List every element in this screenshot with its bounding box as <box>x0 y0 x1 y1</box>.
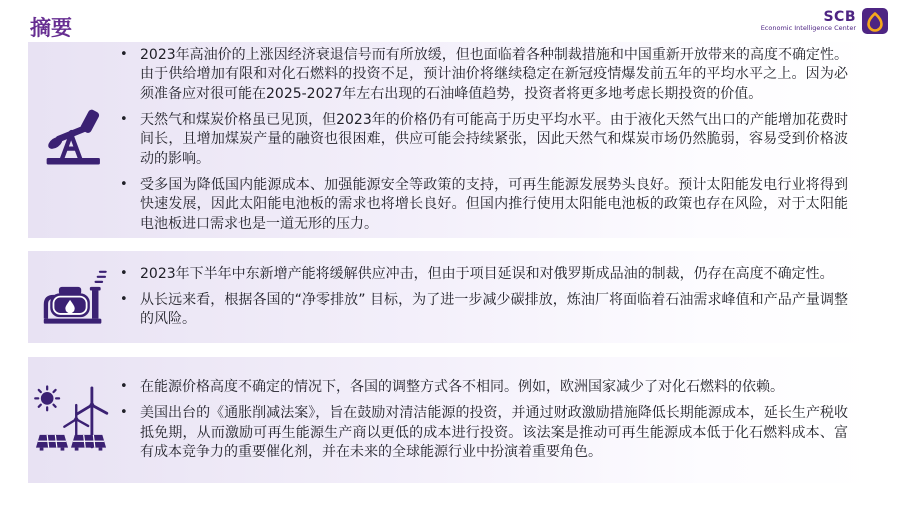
list-item <box>120 378 848 397</box>
section-oil-prices <box>28 42 876 238</box>
list-item <box>120 176 848 234</box>
page-title: 摘要 <box>30 16 72 40</box>
list-item <box>120 404 848 462</box>
logo-text <box>761 10 856 32</box>
list-item <box>120 46 848 104</box>
section-oil-prices-text <box>120 42 876 238</box>
bullet-text: • 美国出台的《通胀削减法案》，旨在鼓励对清洁能源的投资，并通过财政激励措施降低长期能源成本，延长生产税收抵免期，从而激励可再生能源生产商以更低的成本进行投资。该法案是推动可再生能源成本低于化石燃料成本、富有成本竞争力的重要催化剂，并在未来的全球能源行业中扮演着重要角色。 <box>140 405 848 460</box>
section-renewables <box>28 357 876 483</box>
section-refining <box>28 251 876 343</box>
section-renewables-text <box>120 357 876 483</box>
renewable-energy-icon <box>28 357 120 483</box>
bullet-text: • 在能源价格高度不确定的情况下，各国的调整方式各不相同。例如，欧洲国家减少了对化石燃料的依赖。 <box>140 378 784 395</box>
scb-eic-logo <box>761 8 888 34</box>
oil-pumpjack-icon <box>28 42 120 238</box>
bullet-text: • 天然气和煤炭价格虽已见顶，但2023年的价格仍有可能高于历史平均水平。由于液化天然气出口的产能增加花费时间长，且增加煤炭产量的融资也很困难，供应可能会持续紧张，因此天然气和煤炭市场仍然脆弱，容易受到价格波动的影响。 <box>140 112 848 167</box>
bullet-text: • 从长远来看，根据各国的“净零排放” 目标，为了进一步减少碳排放，炼油厂将面临着石油需求峰值和产品产量调整的风险。 <box>140 291 848 328</box>
bullet-text: • 2023年下半年中东新增产能将缓解供应冲击，但由于项目延误和对俄罗斯成品油的制裁，仍存在高度不确定性。 <box>140 265 834 282</box>
bullet-text: • 受多国为降低国内能源成本、加强能源安全等政策的支持，可再生能源发展势头良好。预计太阳能发电行业将得到快速发展，因此太阳能电池板的需求也将增长良好。但国内推行使用太阳能电池板的政策也存在风险，对于太阳能电池板进口需求也是一道无形的压力。 <box>140 176 848 232</box>
oil-refinery-tank-icon <box>28 251 120 343</box>
list-item <box>120 291 848 330</box>
bullet-text: • 2023年高油价的上涨因经济衰退信号而有所放缓，但也面临着各种制裁措施和中国重新开放带来的高度不确定性。由于供给增加有限和对化石燃料的投资不足，预计油价将继续稳定在新冠疫情爆发前五年的平均水平之上。因为必须准备应对很可能在2025-2027年左右出现的石油峰值趋势，投资者将更多地考虑长期投资的价值。 <box>140 47 848 102</box>
scb-emblem-icon <box>862 8 888 34</box>
logo-brand: SCB <box>823 9 856 26</box>
logo-subtitle: Economic Intelligence Center <box>760 23 856 32</box>
list-item <box>120 111 848 169</box>
section-refining-text <box>120 251 876 343</box>
list-item <box>120 265 848 284</box>
